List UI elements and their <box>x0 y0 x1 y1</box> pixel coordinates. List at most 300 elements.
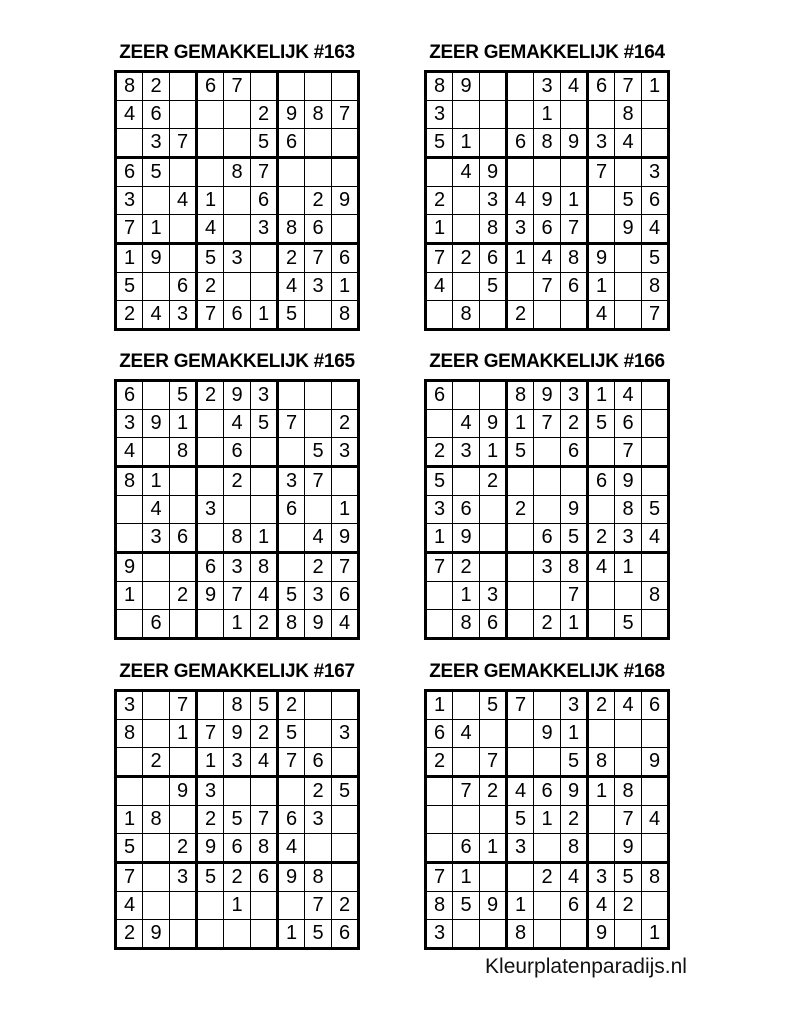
sudoku-cell-given: 7 <box>480 748 507 777</box>
sudoku-cell-empty <box>251 438 278 467</box>
sudoku-row <box>116 892 359 920</box>
sudoku-cell-empty <box>251 467 278 496</box>
sudoku-cell-empty <box>170 920 197 949</box>
sudoku-cell-empty <box>197 438 224 467</box>
sudoku-cell-given: 3 <box>332 438 359 467</box>
sudoku-row <box>426 101 669 129</box>
sudoku-cell-empty <box>426 610 453 639</box>
sudoku-cell-empty <box>534 920 561 949</box>
sudoku-cell-empty <box>278 72 305 101</box>
sudoku-cell-given: 6 <box>480 610 507 639</box>
sudoku-cell-given: 6 <box>197 72 224 101</box>
sudoku-cell-empty <box>453 215 480 244</box>
sudoku-cell-given: 7 <box>561 215 588 244</box>
sudoku-cell-empty <box>615 273 642 301</box>
sudoku-cell-empty <box>615 748 642 777</box>
sudoku-cell-empty <box>170 610 197 639</box>
sudoku-cell-given: 1 <box>116 806 143 834</box>
sudoku-cell-given: 3 <box>561 691 588 720</box>
sudoku-cell-given: 1 <box>197 187 224 215</box>
sudoku-cell-empty <box>480 863 507 892</box>
sudoku-cell-given: 2 <box>251 610 278 639</box>
sudoku-cell-given: 5 <box>197 244 224 273</box>
sudoku-cell-given: 1 <box>588 381 615 410</box>
sudoku-cell-given: 6 <box>116 381 143 410</box>
sudoku-cell-empty <box>197 892 224 920</box>
sudoku-puzzle-164 <box>416 42 678 331</box>
sudoku-cell-empty <box>278 158 305 187</box>
sudoku-row <box>426 438 669 467</box>
sudoku-puzzle-165 <box>106 351 368 640</box>
sudoku-cell-given: 2 <box>170 582 197 610</box>
sudoku-cell-empty <box>170 244 197 273</box>
sudoku-cell-given: 6 <box>561 273 588 301</box>
sudoku-cell-given: 3 <box>480 582 507 610</box>
sudoku-cell-empty <box>332 748 359 777</box>
sudoku-cell-empty <box>332 691 359 720</box>
sudoku-cell-empty <box>453 920 480 949</box>
sudoku-cell-empty <box>170 215 197 244</box>
sudoku-cell-empty <box>170 892 197 920</box>
sudoku-cell-empty <box>453 381 480 410</box>
sudoku-cell-empty <box>480 381 507 410</box>
sudoku-row <box>116 834 359 863</box>
sudoku-cell-given: 2 <box>561 806 588 834</box>
sudoku-cell-given: 9 <box>480 892 507 920</box>
sudoku-cell-given: 6 <box>642 691 669 720</box>
sudoku-cell-given: 7 <box>642 301 669 330</box>
sudoku-row <box>116 553 359 582</box>
sudoku-cell-given: 2 <box>143 748 170 777</box>
sudoku-cell-given: 1 <box>143 215 170 244</box>
sudoku-cell-given: 3 <box>251 381 278 410</box>
sudoku-cell-given: 4 <box>278 834 305 863</box>
sudoku-cell-given: 3 <box>453 438 480 467</box>
sudoku-cell-given: 9 <box>332 187 359 215</box>
sudoku-cell-given: 8 <box>332 301 359 330</box>
sudoku-cell-given: 8 <box>426 892 453 920</box>
sudoku-cell-given: 7 <box>224 582 251 610</box>
sudoku-cell-given: 1 <box>224 892 251 920</box>
sudoku-cell-given: 4 <box>426 273 453 301</box>
sudoku-row <box>426 72 669 101</box>
sudoku-cell-empty <box>615 244 642 273</box>
sudoku-cell-given: 4 <box>170 187 197 215</box>
sudoku-cell-empty <box>507 610 534 639</box>
sudoku-cell-given: 1 <box>426 524 453 553</box>
sudoku-cell-empty <box>480 72 507 101</box>
sudoku-cell-given: 2 <box>116 920 143 949</box>
sudoku-cell-given: 3 <box>332 720 359 748</box>
sudoku-cell-empty <box>480 806 507 834</box>
sudoku-cell-given: 8 <box>561 244 588 273</box>
sudoku-cell-given: 3 <box>116 410 143 438</box>
sudoku-cell-given: 6 <box>588 467 615 496</box>
sudoku-cell-empty <box>251 244 278 273</box>
sudoku-cell-given: 5 <box>480 691 507 720</box>
sudoku-cell-given: 6 <box>453 496 480 524</box>
sudoku-cell-given: 5 <box>561 748 588 777</box>
sudoku-cell-empty <box>197 920 224 949</box>
sudoku-cell-given: 4 <box>143 301 170 330</box>
sudoku-cell-given: 5 <box>251 691 278 720</box>
sudoku-cell-given: 9 <box>278 863 305 892</box>
sudoku-row <box>426 129 669 158</box>
sudoku-cell-given: 5 <box>507 806 534 834</box>
sudoku-cell-empty <box>224 101 251 129</box>
sudoku-cell-given: 2 <box>426 438 453 467</box>
sudoku-cell-given: 7 <box>426 244 453 273</box>
sudoku-cell-empty <box>642 129 669 158</box>
sudoku-cell-empty <box>453 691 480 720</box>
sudoku-cell-empty <box>143 582 170 610</box>
sudoku-cell-given: 2 <box>453 553 480 582</box>
sudoku-cell-empty <box>534 438 561 467</box>
sudoku-cell-given: 1 <box>561 610 588 639</box>
sudoku-cell-empty <box>480 301 507 330</box>
sudoku-cell-given: 2 <box>480 777 507 806</box>
sudoku-cell-empty <box>480 129 507 158</box>
sudoku-cell-empty <box>615 582 642 610</box>
sudoku-cell-given: 6 <box>224 438 251 467</box>
sudoku-cell-given: 2 <box>116 301 143 330</box>
sudoku-cell-given: 7 <box>588 158 615 187</box>
sudoku-cell-given: 5 <box>642 496 669 524</box>
sudoku-cell-given: 1 <box>588 273 615 301</box>
sudoku-row <box>116 410 359 438</box>
sudoku-cell-given: 1 <box>480 438 507 467</box>
sudoku-cell-given: 7 <box>332 553 359 582</box>
sudoku-cell-given: 5 <box>507 438 534 467</box>
sudoku-cell-given: 7 <box>615 806 642 834</box>
sudoku-cell-empty <box>588 496 615 524</box>
sudoku-cell-given: 3 <box>278 467 305 496</box>
sudoku-cell-empty <box>197 524 224 553</box>
sudoku-row <box>116 777 359 806</box>
sudoku-cell-given: 9 <box>534 187 561 215</box>
sudoku-cell-empty <box>480 720 507 748</box>
sudoku-cell-empty <box>305 834 332 863</box>
sudoku-row <box>116 273 359 301</box>
sudoku-cell-given: 3 <box>224 748 251 777</box>
sudoku-cell-empty <box>507 158 534 187</box>
sudoku-cell-given: 7 <box>534 273 561 301</box>
sudoku-cell-empty <box>170 158 197 187</box>
sudoku-cell-given: 2 <box>305 777 332 806</box>
sudoku-row <box>116 301 359 330</box>
sudoku-cell-empty <box>615 158 642 187</box>
sudoku-cell-given: 2 <box>588 691 615 720</box>
sudoku-cell-given: 2 <box>197 381 224 410</box>
sudoku-cell-given: 3 <box>197 496 224 524</box>
sudoku-cell-empty <box>224 215 251 244</box>
sudoku-cell-empty <box>507 748 534 777</box>
sudoku-row <box>426 892 669 920</box>
sudoku-cell-empty <box>116 748 143 777</box>
sudoku-row <box>116 610 359 639</box>
sudoku-row <box>116 438 359 467</box>
sudoku-cell-given: 6 <box>224 834 251 863</box>
sudoku-cell-empty <box>588 582 615 610</box>
sudoku-cell-given: 5 <box>426 467 453 496</box>
sudoku-cell-empty <box>615 301 642 330</box>
sudoku-cell-empty <box>332 467 359 496</box>
sudoku-cell-given: 2 <box>224 863 251 892</box>
sudoku-cell-empty <box>116 777 143 806</box>
sudoku-cell-given: 3 <box>305 582 332 610</box>
sudoku-cell-given: 6 <box>588 72 615 101</box>
sudoku-cell-given: 5 <box>615 187 642 215</box>
sudoku-cell-given: 8 <box>278 610 305 639</box>
sudoku-cell-given: 4 <box>642 215 669 244</box>
sudoku-cell-empty <box>143 834 170 863</box>
sudoku-cell-given: 8 <box>116 72 143 101</box>
sudoku-cell-given: 1 <box>278 920 305 949</box>
sudoku-cell-empty <box>453 467 480 496</box>
sudoku-cell-given: 3 <box>170 863 197 892</box>
sudoku-cell-given: 7 <box>615 72 642 101</box>
sudoku-cell-empty <box>143 553 170 582</box>
sudoku-cell-empty <box>278 892 305 920</box>
sudoku-cell-given: 1 <box>197 748 224 777</box>
sudoku-cell-empty <box>588 720 615 748</box>
sudoku-cell-given: 8 <box>278 215 305 244</box>
sudoku-cell-empty <box>588 187 615 215</box>
sudoku-cell-given: 9 <box>143 244 170 273</box>
sudoku-cell-given: 9 <box>224 720 251 748</box>
sudoku-row <box>116 863 359 892</box>
sudoku-cell-empty <box>426 806 453 834</box>
sudoku-cell-given: 1 <box>426 691 453 720</box>
sudoku-cell-empty <box>534 496 561 524</box>
sudoku-cell-empty <box>507 467 534 496</box>
sudoku-row <box>426 720 669 748</box>
sudoku-cell-given: 1 <box>224 610 251 639</box>
sudoku-cell-given: 9 <box>588 244 615 273</box>
sudoku-cell-given: 6 <box>224 301 251 330</box>
sudoku-cell-empty <box>507 524 534 553</box>
sudoku-cell-given: 3 <box>305 806 332 834</box>
sudoku-cell-empty <box>332 215 359 244</box>
sudoku-cell-given: 9 <box>332 524 359 553</box>
sudoku-cell-given: 3 <box>170 301 197 330</box>
sudoku-grid <box>424 379 670 640</box>
sudoku-cell-given: 3 <box>116 187 143 215</box>
sudoku-cell-given: 6 <box>305 215 332 244</box>
sudoku-cell-given: 1 <box>453 582 480 610</box>
sudoku-cell-given: 8 <box>116 467 143 496</box>
sudoku-cell-given: 3 <box>116 691 143 720</box>
sudoku-cell-given: 4 <box>534 244 561 273</box>
sudoku-cell-given: 7 <box>305 244 332 273</box>
sudoku-cell-given: 9 <box>480 410 507 438</box>
sudoku-cell-given: 5 <box>251 129 278 158</box>
sudoku-cell-given: 3 <box>143 524 170 553</box>
sudoku-cell-empty <box>453 187 480 215</box>
sudoku-cell-empty <box>224 777 251 806</box>
sudoku-cell-given: 2 <box>224 467 251 496</box>
sudoku-cell-empty <box>642 467 669 496</box>
sudoku-cell-given: 3 <box>426 496 453 524</box>
sudoku-cell-empty <box>507 863 534 892</box>
sudoku-row <box>426 496 669 524</box>
sudoku-cell-given: 9 <box>588 920 615 949</box>
sudoku-puzzle-163 <box>106 42 368 331</box>
sudoku-cell-given: 1 <box>561 720 588 748</box>
sudoku-cell-given: 9 <box>224 381 251 410</box>
sudoku-cell-empty <box>561 301 588 330</box>
sudoku-cell-given: 8 <box>224 524 251 553</box>
sudoku-cell-empty <box>642 553 669 582</box>
sudoku-cell-empty <box>170 496 197 524</box>
sudoku-cell-given: 9 <box>615 834 642 863</box>
sudoku-grid <box>114 689 360 950</box>
sudoku-row <box>116 720 359 748</box>
sudoku-cell-given: 7 <box>305 892 332 920</box>
sudoku-cell-given: 2 <box>426 187 453 215</box>
sudoku-cell-given: 4 <box>588 892 615 920</box>
sudoku-cell-given: 9 <box>561 777 588 806</box>
sudoku-cell-empty <box>197 101 224 129</box>
sudoku-cell-given: 5 <box>305 438 332 467</box>
sudoku-cell-empty <box>170 101 197 129</box>
sudoku-cell-given: 3 <box>197 777 224 806</box>
sudoku-cell-given: 3 <box>507 834 534 863</box>
sudoku-cell-given: 8 <box>507 381 534 410</box>
sudoku-cell-empty <box>305 381 332 410</box>
sudoku-cell-given: 1 <box>642 72 669 101</box>
sudoku-cell-given: 1 <box>507 244 534 273</box>
sudoku-cell-given: 2 <box>197 273 224 301</box>
sudoku-cell-empty <box>143 381 170 410</box>
sudoku-cell-given: 2 <box>507 301 534 330</box>
sudoku-cell-empty <box>143 438 170 467</box>
sudoku-cell-given: 6 <box>278 496 305 524</box>
sudoku-row <box>116 244 359 273</box>
sudoku-cell-empty <box>197 467 224 496</box>
sudoku-cell-given: 4 <box>278 273 305 301</box>
sudoku-row <box>116 467 359 496</box>
sudoku-cell-given: 6 <box>534 777 561 806</box>
sudoku-row <box>116 806 359 834</box>
sudoku-cell-given: 1 <box>453 129 480 158</box>
sudoku-cell-given: 4 <box>588 553 615 582</box>
sudoku-cell-empty <box>278 553 305 582</box>
sudoku-row <box>426 301 669 330</box>
sudoku-cell-given: 7 <box>224 72 251 101</box>
sudoku-cell-given: 7 <box>170 129 197 158</box>
sudoku-cell-given: 5 <box>305 920 332 949</box>
sudoku-row <box>426 273 669 301</box>
sudoku-row <box>426 158 669 187</box>
sudoku-cell-given: 6 <box>143 101 170 129</box>
sudoku-cell-empty <box>197 410 224 438</box>
sudoku-cell-empty <box>588 101 615 129</box>
sudoku-cell-given: 5 <box>116 834 143 863</box>
sudoku-cell-empty <box>224 273 251 301</box>
sudoku-row <box>426 777 669 806</box>
sudoku-cell-given: 4 <box>588 301 615 330</box>
sudoku-cell-given: 1 <box>116 244 143 273</box>
sudoku-cell-empty <box>305 496 332 524</box>
sudoku-cell-empty <box>116 129 143 158</box>
sudoku-cell-given: 2 <box>332 410 359 438</box>
sudoku-cell-empty <box>426 301 453 330</box>
sudoku-cell-given: 9 <box>534 381 561 410</box>
sudoku-cell-given: 9 <box>453 72 480 101</box>
footer-site-name: Kleurplatenparadijs.nl <box>485 955 687 978</box>
sudoku-cell-given: 7 <box>534 410 561 438</box>
sudoku-cell-empty <box>642 892 669 920</box>
sudoku-cell-given: 6 <box>197 553 224 582</box>
sudoku-cell-empty <box>251 920 278 949</box>
sudoku-cell-empty <box>480 101 507 129</box>
puzzle-title: ZEER GEMAKKELIJK #168 <box>429 661 665 682</box>
sudoku-cell-given: 9 <box>561 129 588 158</box>
sudoku-cell-given: 2 <box>480 467 507 496</box>
sudoku-cell-empty <box>453 101 480 129</box>
sudoku-cell-given: 2 <box>426 748 453 777</box>
sudoku-cell-given: 7 <box>507 691 534 720</box>
sudoku-cell-empty <box>170 806 197 834</box>
sudoku-cell-empty <box>480 553 507 582</box>
sudoku-cell-empty <box>534 691 561 720</box>
sudoku-row <box>426 610 669 639</box>
sudoku-cell-given: 7 <box>251 158 278 187</box>
sudoku-cell-given: 7 <box>332 101 359 129</box>
sudoku-row <box>426 806 669 834</box>
sudoku-cell-given: 5 <box>588 410 615 438</box>
sudoku-cell-empty <box>615 720 642 748</box>
sudoku-cell-given: 8 <box>534 129 561 158</box>
sudoku-cell-given: 6 <box>507 129 534 158</box>
sudoku-cell-empty <box>588 610 615 639</box>
sudoku-cell-given: 8 <box>453 301 480 330</box>
sudoku-cell-given: 2 <box>305 187 332 215</box>
sudoku-cell-empty <box>426 158 453 187</box>
sudoku-cell-given: 7 <box>561 582 588 610</box>
sudoku-cell-empty <box>332 129 359 158</box>
sudoku-cell-given: 6 <box>615 410 642 438</box>
sudoku-cell-given: 5 <box>642 244 669 273</box>
sudoku-cell-given: 9 <box>143 410 170 438</box>
sudoku-row <box>426 748 669 777</box>
sudoku-cell-given: 3 <box>224 553 251 582</box>
sudoku-cell-given: 4 <box>224 410 251 438</box>
sudoku-cell-given: 2 <box>278 691 305 720</box>
sudoku-cell-given: 6 <box>426 381 453 410</box>
sudoku-cell-given: 4 <box>561 72 588 101</box>
sudoku-cell-empty <box>453 748 480 777</box>
sudoku-cell-given: 4 <box>332 610 359 639</box>
sudoku-cell-given: 8 <box>561 553 588 582</box>
sudoku-cell-empty <box>251 777 278 806</box>
sudoku-grid <box>114 70 360 331</box>
sudoku-cell-given: 8 <box>251 553 278 582</box>
sudoku-cell-empty <box>143 892 170 920</box>
sudoku-cell-given: 5 <box>480 273 507 301</box>
sudoku-cell-given: 8 <box>251 834 278 863</box>
sudoku-cell-given: 6 <box>426 720 453 748</box>
sudoku-cell-given: 9 <box>615 215 642 244</box>
sudoku-cell-empty <box>143 273 170 301</box>
sudoku-cell-empty <box>305 158 332 187</box>
sudoku-cell-given: 5 <box>278 582 305 610</box>
sudoku-cell-given: 8 <box>615 777 642 806</box>
sudoku-row <box>116 72 359 101</box>
sudoku-cell-empty <box>561 920 588 949</box>
sudoku-cell-given: 7 <box>197 720 224 748</box>
